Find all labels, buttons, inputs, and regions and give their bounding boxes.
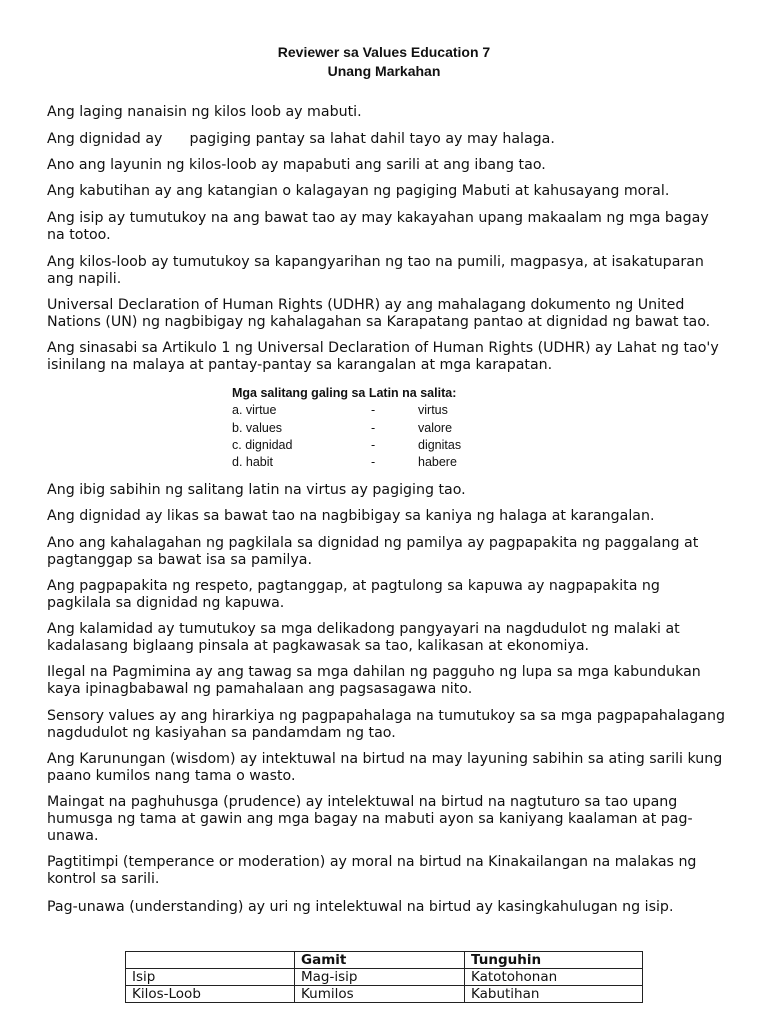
latin-dash: -	[371, 420, 376, 435]
latin-word: dignitas	[418, 437, 462, 452]
document-title: Reviewer sa Values Education 7	[277, 44, 491, 60]
latin-term: c. dignidad	[232, 437, 293, 452]
table-cell: Mag-isip	[295, 969, 465, 986]
table-row	[126, 969, 643, 986]
table-row	[126, 986, 643, 1003]
latin-term: a. virtue	[232, 403, 277, 418]
table-cell: Katotohonan	[465, 969, 643, 986]
latin-words-list	[232, 385, 532, 471]
paragraph: Maingat na paghuhusga (prudence) ay intelektuwal na birtud na nagtuturo sa tao upang humusga ng tama at gawin ang mga bagay na mabuti ayon sa kaniyang kaalaman at pag-unawa.	[47, 794, 693, 844]
paragraph: Ano ang layunin ng kilos-loob ay mapabuti ang sarili at ang ibang tao.	[47, 157, 546, 173]
paragraph: Ang ibig sabihin ng salitang latin na virtus ay pagiging tao.	[47, 482, 466, 498]
latin-row	[232, 437, 532, 454]
paragraph: Pag-unawa (understanding) ay uri ng intelektuwal na birtud ay kasingkahulugan ng isip.	[47, 899, 674, 915]
document-subtitle: Unang Markahan	[327, 63, 441, 79]
latin-row	[232, 454, 532, 471]
paragraph: Ang kabutihan ay ang katangian o kalagayan ng pagiging Mabuti at kahusayang moral.	[47, 183, 670, 199]
latin-list-heading: Mga salitang galing sa Latin na salita:	[232, 386, 457, 400]
latin-word: valore	[418, 420, 453, 435]
table-cell: Kabutihan	[465, 986, 643, 1003]
table-header-cell: Tunguhin	[465, 952, 643, 969]
latin-dash: -	[371, 437, 376, 452]
summary-table	[125, 951, 643, 1003]
paragraph: Ang dignidad ay likas sa bawat tao na nagbibigay sa kaniya ng halaga at karangalan.	[47, 508, 655, 524]
latin-term: d. habit	[232, 455, 274, 470]
table-header-row	[126, 952, 643, 969]
paragraph: Ano ang kahalagahan ng pagkilala sa dignidad ng pamilya ay pagpapakita ng paggalang at pagtanggap sa bawat isa sa pamilya.	[47, 535, 699, 568]
paragraph: Ang kilos-loob ay tumutukoy sa kapangyarihan ng tao na pumili, magpasya, at isakatuparan ang napili.	[47, 254, 704, 287]
paragraph: Ang Karunungan (wisdom) ay intektuwal na birtud na may layuning sabihin sa ating sarili kung paano kumilos nang tama o wasto.	[47, 751, 723, 784]
paragraph: Ang laging nanaisin ng kilos loob ay mabuti.	[47, 104, 362, 120]
paragraph: Ilegal na Pagmimina ay ang tawag sa mga dahilan ng pagguho ng lupa sa mga kabundukan kaya ipinagbabawal ng pamahalaan ang pagsasagawa nito.	[47, 664, 701, 697]
paragraph: Ang kalamidad ay tumutukoy sa mga delikadong pangyayari na nagdudulot ng malaki at kadalasang biglaang pinsala at pagkawasak sa tao, kalikasan at ekonomiya.	[47, 621, 680, 654]
table-cell: Isip	[126, 969, 295, 986]
paragraph: Ang pagpapakita ng respeto, pagtanggap, at pagtulong sa kapuwa ay nagpapakita ng pagkilala sa dignidad ng kapuwa.	[47, 578, 660, 611]
table-header-cell	[126, 952, 295, 969]
paragraph: Pagtitimpi (temperance or moderation) ay moral na birtud na Kinakailangan na malakas ng kontrol sa sarili.	[47, 854, 697, 887]
paragraph: Universal Declaration of Human Rights (UDHR) ay ang mahalagang dokumento ng United Nations (UN) ng nagbibigay ng kahalagahan sa Karapatang pantao at dignidad ng bawat tao.	[47, 297, 711, 330]
latin-row	[232, 402, 532, 419]
paragraph: Ang isip ay tumutukoy na ang bawat tao ay may kakayahan upang makaalam ng mga bagay na totoo.	[47, 210, 709, 243]
latin-word: habere	[418, 455, 457, 470]
latin-dash: -	[371, 455, 376, 470]
latin-dash: -	[371, 403, 376, 418]
paragraph: Ang sinasabi sa Artikulo 1 ng Universal Declaration of Human Rights (UDHR) ay Lahat ng tao'y isinilang na malaya at pantay-pantay sa karangalan at mga karapatan.	[47, 340, 719, 373]
paragraph: Ang dignidad ay pagiging pantay sa lahat dahil tayo ay may halaga.	[47, 131, 555, 147]
latin-word: virtus	[418, 403, 448, 418]
table-cell: Kilos-Loob	[126, 986, 295, 1003]
latin-term: b. values	[232, 420, 283, 435]
table-header-cell: Gamit	[295, 952, 465, 969]
document-header	[0, 43, 768, 81]
table-cell: Kumilos	[295, 986, 465, 1003]
paragraph: Sensory values ay ang hirarkiya ng pagpapahalaga na tumutukoy sa sa mga pagpapahalagang nagdudulot ng kasiyahan sa pandamdam ng tao.	[47, 708, 725, 741]
latin-row	[232, 420, 532, 437]
